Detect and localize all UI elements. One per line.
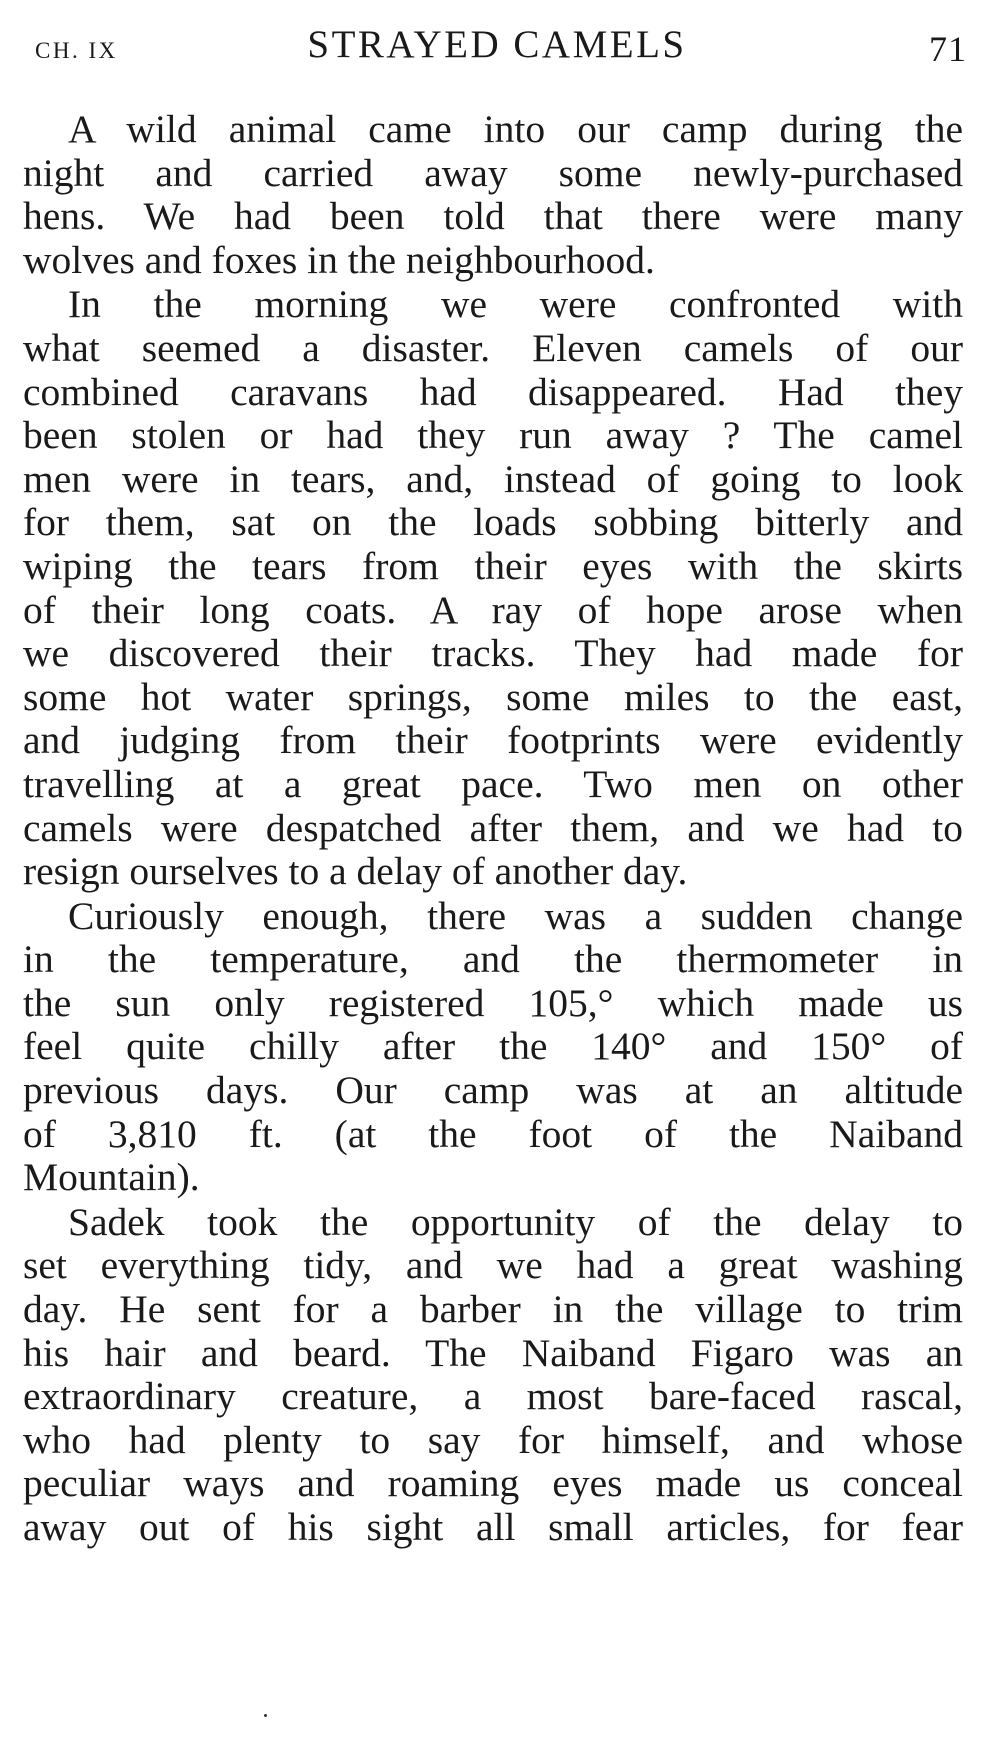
text-line: who had plenty to say for himself, and whose bbox=[23, 1417, 963, 1462]
chapter-label: CH. IX bbox=[35, 38, 118, 63]
text-line: previous days. Our camp was at an altitude bbox=[23, 1068, 963, 1113]
text-line: resign ourselves to a delay of another day. bbox=[23, 849, 688, 894]
text-line: Curiously enough, there was a sudden change bbox=[68, 893, 963, 938]
text-line: the sun only registered 105,° which made us bbox=[23, 980, 963, 1025]
text-line: of 3,810 ft. (at the foot of the Naiband bbox=[23, 1111, 963, 1156]
paragraph bbox=[23, 108, 963, 282]
running-head bbox=[27, 22, 967, 72]
text-line: Sadek took the opportunity of the delay to bbox=[68, 1199, 963, 1244]
page-number: 71 bbox=[929, 29, 967, 69]
text-line: travelling at a great pace. Two men on other bbox=[23, 761, 963, 806]
chapter-title: STRAYED CAMELS bbox=[307, 23, 687, 66]
text-line: set everything tidy, and we had a great washing bbox=[23, 1243, 963, 1288]
body-text bbox=[23, 108, 963, 1550]
text-line: away out of his sight all small articles, for fear bbox=[23, 1505, 963, 1549]
text-line: extraordinary creature, a most bare-faced rascal, bbox=[23, 1374, 963, 1419]
text-line: men were in tears, and, instead of going to look bbox=[23, 456, 963, 501]
text-line: Mountain). bbox=[23, 1155, 200, 1200]
paragraph bbox=[23, 1201, 963, 1550]
text-line: peculiar ways and roaming eyes made us conceal bbox=[23, 1461, 963, 1506]
paragraph bbox=[23, 283, 963, 893]
text-line: in the temperature, and the thermometer in bbox=[23, 937, 963, 982]
text-line: combined caravans had disappeared. Had they bbox=[23, 369, 963, 414]
text-line: some hot water springs, some miles to the east, bbox=[23, 674, 963, 719]
text-line: wiping the tears from their eyes with the skirts bbox=[23, 543, 963, 588]
paragraph bbox=[23, 895, 963, 1200]
text-line: we discovered their tracks. They had made for bbox=[23, 631, 963, 676]
text-line: wolves and foxes in the neighbourhood. bbox=[23, 237, 655, 282]
text-line: day. He sent for a barber in the village to trim bbox=[23, 1287, 963, 1332]
text-line: his hair and beard. The Naiband Figaro was an bbox=[23, 1330, 963, 1375]
text-line: been stolen or had they run away ? The camel bbox=[23, 413, 963, 458]
text-line: hens. We had been told that there were many bbox=[23, 194, 963, 239]
text-line: for them, sat on the loads sobbing bitterly and bbox=[23, 500, 963, 545]
text-line: of their long coats. A ray of hope arose when bbox=[23, 587, 963, 632]
text-line: what seemed a disaster. Eleven camels of our bbox=[23, 325, 963, 370]
text-line: In the morning we were confronted with bbox=[68, 282, 963, 327]
text-line: feel quite chilly after the 140° and 150° of bbox=[23, 1024, 963, 1069]
text-line: night and carried away some newly-purchased bbox=[23, 150, 963, 195]
text-line: and judging from their footprints were evidently bbox=[23, 718, 963, 763]
text-line: camels were despatched after them, and we had to bbox=[23, 805, 963, 850]
ink-speck bbox=[264, 1714, 267, 1717]
text-line: A wild animal came into our camp during the bbox=[68, 107, 963, 151]
